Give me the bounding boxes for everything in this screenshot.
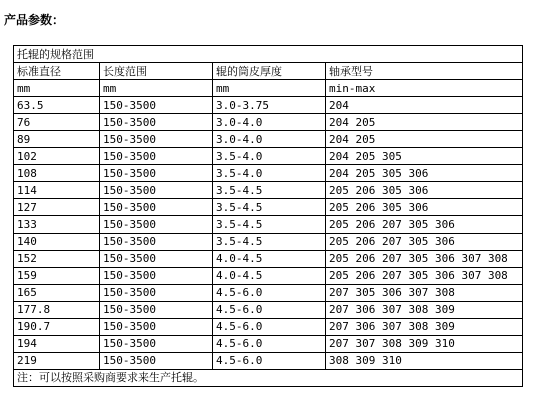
table-units-row bbox=[14, 80, 523, 97]
cell-shell-thickness: 4.0-4.5 bbox=[213, 250, 326, 267]
table-note: 注：可以按照采购商要求来生产托辊。 bbox=[14, 369, 523, 386]
cell-standard-diameter: 89 bbox=[14, 131, 100, 148]
cell-length-range: 150-3500 bbox=[100, 267, 213, 284]
cell-bearing-model: 205 206 207 305 306 307 308 bbox=[326, 267, 523, 284]
table-row bbox=[14, 148, 523, 165]
cell-shell-thickness: 3.0-4.0 bbox=[213, 131, 326, 148]
cell-length-range: 150-3500 bbox=[100, 165, 213, 182]
cell-bearing-model: 204 205 305 bbox=[326, 148, 523, 165]
cell-standard-diameter: 165 bbox=[14, 284, 100, 301]
cell-bearing-model: 205 206 207 305 306 307 308 bbox=[326, 250, 523, 267]
cell-length-range: 150-3500 bbox=[100, 199, 213, 216]
cell-bearing-model: 207 306 307 308 309 bbox=[326, 301, 523, 318]
table-row bbox=[14, 182, 523, 199]
table-row bbox=[14, 301, 523, 318]
cell-shell-thickness: 4.5-6.0 bbox=[213, 335, 326, 352]
table-note-row bbox=[14, 369, 523, 386]
cell-standard-diameter: 159 bbox=[14, 267, 100, 284]
cell-shell-thickness: 3.0-3.75 bbox=[213, 97, 326, 114]
table-row bbox=[14, 165, 523, 182]
cell-shell-thickness: 4.5-6.0 bbox=[213, 301, 326, 318]
cell-bearing-model: 308 309 310 bbox=[326, 352, 523, 369]
table-row bbox=[14, 250, 523, 267]
cell-length-range: 150-3500 bbox=[100, 182, 213, 199]
cell-bearing-model: 204 bbox=[326, 97, 523, 114]
cell-length-range: 150-3500 bbox=[100, 250, 213, 267]
cell-bearing-model: 205 206 207 305 306 bbox=[326, 216, 523, 233]
table-row bbox=[14, 284, 523, 301]
cell-shell-thickness: 4.5-6.0 bbox=[213, 284, 326, 301]
cell-bearing-model: 205 206 207 305 306 bbox=[326, 233, 523, 250]
cell-length-range: 150-3500 bbox=[100, 352, 213, 369]
cell-bearing-model: 207 307 308 309 310 bbox=[326, 335, 523, 352]
cell-standard-diameter: 114 bbox=[14, 182, 100, 199]
spec-table-body bbox=[14, 46, 523, 387]
cell-length-range: 150-3500 bbox=[100, 114, 213, 131]
cell-length-range: 150-3500 bbox=[100, 301, 213, 318]
cell-length-range: 150-3500 bbox=[100, 284, 213, 301]
cell-length-range: 150-3500 bbox=[100, 148, 213, 165]
cell-bearing-model: 205 206 305 306 bbox=[326, 182, 523, 199]
cell-shell-thickness: 4.5-6.0 bbox=[213, 318, 326, 335]
table-header-row bbox=[14, 63, 523, 80]
unit-bearing-model: min-max bbox=[326, 80, 523, 97]
table-row bbox=[14, 131, 523, 148]
cell-length-range: 150-3500 bbox=[100, 97, 213, 114]
cell-shell-thickness: 3.5-4.0 bbox=[213, 148, 326, 165]
table-row bbox=[14, 318, 523, 335]
cell-length-range: 150-3500 bbox=[100, 318, 213, 335]
spec-table bbox=[13, 45, 523, 387]
table-row bbox=[14, 352, 523, 369]
table-caption: 托辊的规格范围 bbox=[14, 46, 523, 63]
header-length-range: 长度范围 bbox=[100, 63, 213, 80]
table-row bbox=[14, 267, 523, 284]
table-row bbox=[14, 199, 523, 216]
cell-standard-diameter: 190.7 bbox=[14, 318, 100, 335]
cell-shell-thickness: 3.5-4.5 bbox=[213, 199, 326, 216]
cell-shell-thickness: 3.5-4.0 bbox=[213, 165, 326, 182]
table-row bbox=[14, 233, 523, 250]
cell-length-range: 150-3500 bbox=[100, 216, 213, 233]
cell-standard-diameter: 76 bbox=[14, 114, 100, 131]
cell-standard-diameter: 177.8 bbox=[14, 301, 100, 318]
cell-standard-diameter: 194 bbox=[14, 335, 100, 352]
cell-standard-diameter: 152 bbox=[14, 250, 100, 267]
table-row bbox=[14, 114, 523, 131]
cell-bearing-model: 207 305 306 307 308 bbox=[326, 284, 523, 301]
header-shell-thickness: 辊的筒皮厚度 bbox=[213, 63, 326, 80]
cell-shell-thickness: 3.0-4.0 bbox=[213, 114, 326, 131]
cell-bearing-model: 204 205 305 306 bbox=[326, 165, 523, 182]
table-row bbox=[14, 97, 523, 114]
cell-bearing-model: 204 205 bbox=[326, 114, 523, 131]
cell-shell-thickness: 3.5-4.5 bbox=[213, 233, 326, 250]
page-heading: 产品参数： bbox=[4, 13, 65, 27]
cell-shell-thickness: 4.0-4.5 bbox=[213, 267, 326, 284]
cell-standard-diameter: 219 bbox=[14, 352, 100, 369]
cell-standard-diameter: 102 bbox=[14, 148, 100, 165]
cell-bearing-model: 205 206 305 306 bbox=[326, 199, 523, 216]
cell-standard-diameter: 127 bbox=[14, 199, 100, 216]
cell-standard-diameter: 63.5 bbox=[14, 97, 100, 114]
header-standard-diameter: 标准直径 bbox=[14, 63, 100, 80]
cell-standard-diameter: 133 bbox=[14, 216, 100, 233]
cell-length-range: 150-3500 bbox=[100, 335, 213, 352]
cell-shell-thickness: 4.5-6.0 bbox=[213, 352, 326, 369]
cell-length-range: 150-3500 bbox=[100, 233, 213, 250]
unit-standard-diameter: mm bbox=[14, 80, 100, 97]
cell-length-range: 150-3500 bbox=[100, 131, 213, 148]
table-row bbox=[14, 216, 523, 233]
cell-standard-diameter: 108 bbox=[14, 165, 100, 182]
cell-standard-diameter: 140 bbox=[14, 233, 100, 250]
cell-bearing-model: 204 205 bbox=[326, 131, 523, 148]
table-caption-row bbox=[14, 46, 523, 63]
cell-bearing-model: 207 306 307 308 309 bbox=[326, 318, 523, 335]
table-row bbox=[14, 335, 523, 352]
cell-shell-thickness: 3.5-4.5 bbox=[213, 216, 326, 233]
header-bearing-model: 轴承型号 bbox=[326, 63, 523, 80]
unit-shell-thickness: mm bbox=[213, 80, 326, 97]
unit-length-range: mm bbox=[100, 80, 213, 97]
cell-shell-thickness: 3.5-4.5 bbox=[213, 182, 326, 199]
